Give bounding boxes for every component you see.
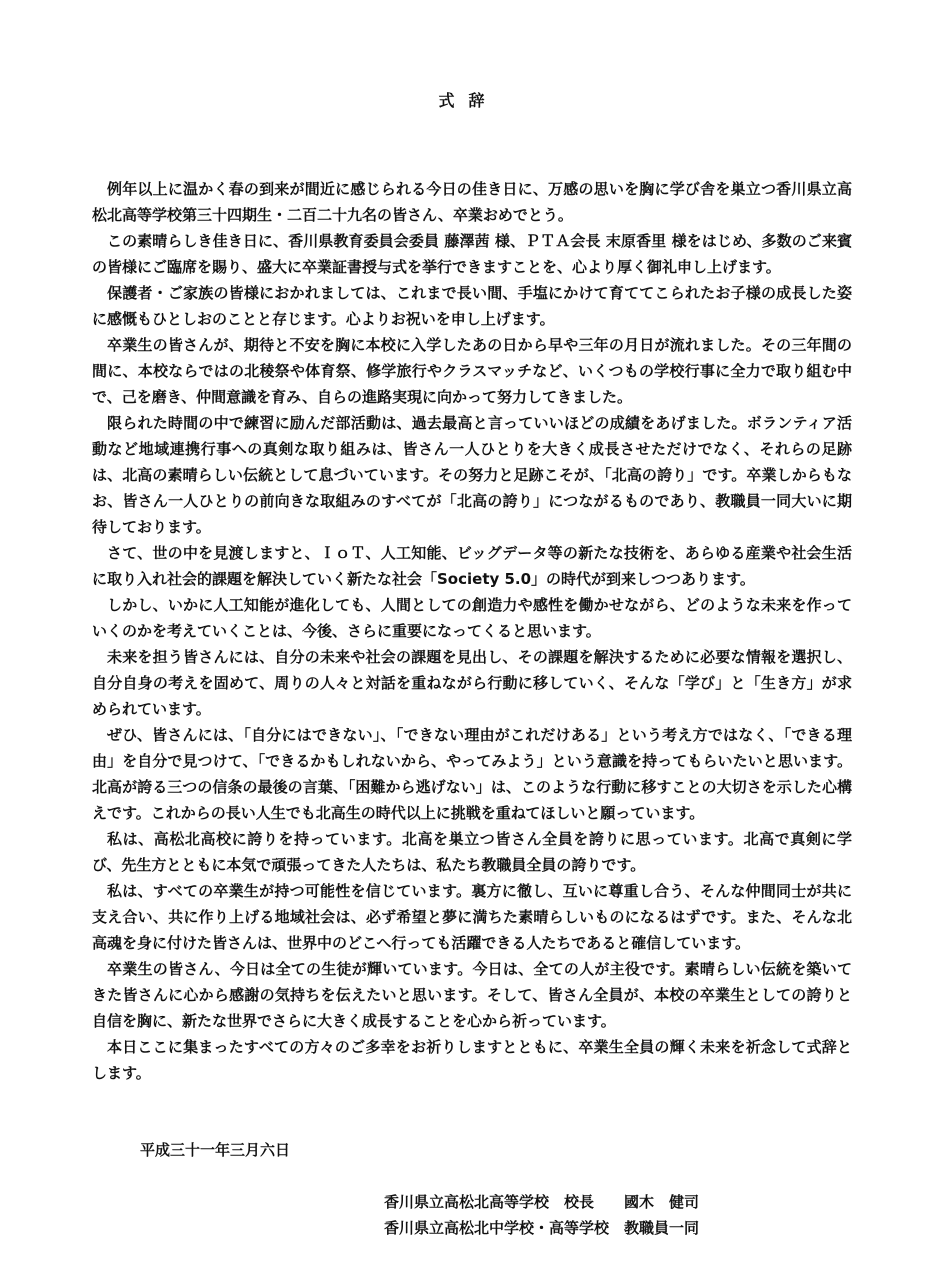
signer-staff: 香川県立高松北中学校・高等学校 教職員一同	[384, 1219, 700, 1237]
paragraph-club-activities: 限られた時間の中で練習に励んだ部活動は、過去最高と言っていいほどの成績をあげました。ボランティア活動など地域連携行事への真剣な取り組みは、皆さん一人ひとりを大きく成長させただけでなく、それらの足跡は、北高の素晴らしい伝統として息づいています。その努力と足跡こそが、「北高の誇り」です。卒業しからもなお、皆さん一人ひとりの前向きな取組みのすべてが「北高の誇り」につながるものであり、教職員一同大いに期待しております。	[92, 414, 852, 536]
paragraph-gratitude: 卒業生の皆さん、今日は全ての生徒が輝いています。今日は、全ての人が主役です。素晴らしい伝統を築いてきた皆さんに心から感謝の気持ちを伝えたいと思います。そして、皆さん全員が、本校の卒業生としての誇りと自信を胸に、新たな世界でさらに大きく成長することを心から祈っています。	[92, 960, 852, 1030]
paragraph-pride: 私は、高松北高校に誇りを持っています。北高を巣立つ皆さん全員を誇りに思っています。北高で真剣に学び、先生方とともに本気で頑張ってきた人たちは、私たち教職員全員の誇りです。	[92, 830, 852, 874]
paragraph-society: さて、世の中を見渡しますと、ＩｏＴ、人工知能、ビッグデータ等の新たな技術を、あらゆる産業や社会生活に取り入れ社会的課題を解決していく新たな社会「Society 5.0」の時代が到来しつつあります。	[92, 544, 852, 588]
paragraph-belief: 私は、すべての卒業生が持つ可能性を信じています。裏方に徹し、互いに尊重し合う、そんな仲間同士が共に支え合い、共に作り上げる地域社会は、必ず希望と夢に満ちた素晴らしいものになるはずです。また、そんな北高魂を身に付けた皆さんは、世界中のどこへ行っても活躍できる人たちであると確信しています。	[92, 882, 852, 952]
paragraph-parents: 保護者・ご家族の皆様におかれましては、これまで長い間、手塩にかけて育ててこられたお子様の成長した姿に感慨もひとしおのことと存じます。心よりお祝いを申し上げます。	[92, 284, 852, 328]
document-body	[92, 176, 852, 1086]
document-date: 平成三十一年三月六日	[140, 1141, 291, 1159]
paragraph-challenge: ぜひ、皆さんには、「自分にはできない」、「できない理由がこれだけある」という考え方ではなく、「できる理由」を自分で見つけて、「できるかもしれないから、やってみよう」という意識を持ってもらいたいと思います。北高が誇る三つの信条の最後の言葉、「困難から逃げない」は、このような行動に移すことの大切さを示した心構えです。これからの長い人生でも北高生の時代以上に挑戦を重ねてほしいと願っています。	[92, 726, 852, 822]
document-title: 式辞	[438, 91, 499, 110]
paragraph-school-life: 卒業生の皆さんが、期待と不安を胸に本校に入学したあの日から早や三年の月日が流れました。その三年間の間に、本校ならではの北稜祭や体育祭、修学旅行やクラスマッチなど、いくつもの学校行事に全力で取り組む中で、己を磨き、仲間意識を育み、自らの進路実現に向かって努力してきました。	[92, 336, 852, 406]
paragraph-ai: しかし、いかに人工知能が進化しても、人間としての創造力や感性を働かせながら、どのような未来を作っていくのかを考えていくことは、今後、さらに重要になってくると思います。	[92, 596, 852, 640]
paragraph-guests: この素晴らしき佳き日に、香川県教育委員会委員 藤澤茜 様、ＰＴＡ会長 末原香里 様をはじめ、多数のご来賓の皆様にご臨席を賜り、盛大に卒業証書授与式を挙行できますことを、心より厚く御礼申し上げます。	[92, 232, 852, 276]
paragraph-congratulations: 例年以上に温かく春の到来が間近に感じられる今日の佳き日に、万感の思いを胸に学び舎を巣立つ香川県立高松北高等学校第三十四期生・二百二十九名の皆さん、卒業おめでとう。	[92, 180, 852, 224]
paragraph-future: 未来を担う皆さんには、自分の未来や社会の課題を見出し、その課題を解決するために必要な情報を選択し、自分自身の考えを固めて、周りの人々と対話を重ねながら行動に移していく、そんな「学び」と「生き方」が求められています。	[92, 648, 852, 718]
signer-principal: 香川県立高松北高等学校 校長 國木 健司	[384, 1193, 700, 1211]
paragraph-closing: 本日ここに集まったすべての方々のご多幸をお祈りしますとともに、卒業生全員の輝く未来を祈念して式辞とします。	[92, 1038, 852, 1082]
